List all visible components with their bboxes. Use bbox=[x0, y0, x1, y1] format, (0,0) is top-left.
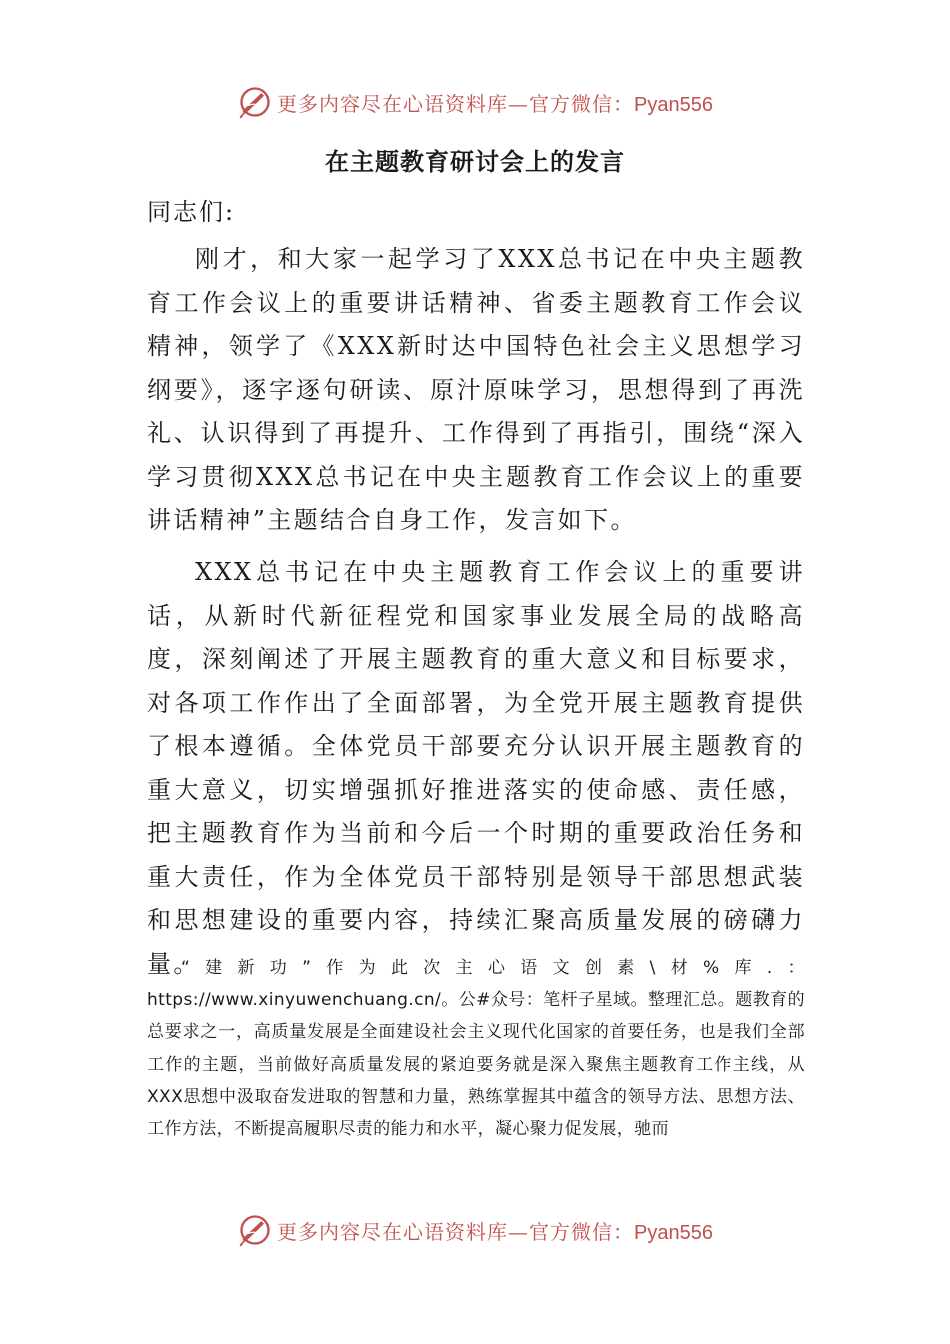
document-greeting: 同志们: bbox=[147, 198, 236, 226]
body-paragraph-1: 刚才，和大家一起学习了XXX总书记在中央主题教育工作会议上的重要讲话精神、省委主题教育工作会议精神，领学了《XXX新时达中国特色社会主义思想学习纲要》，逐字逐句研读、原汁原味学习，思想得到了再洗礼、认识得到了再提升、工作得到了再指引，围绕“深入学习贯彻XXX总书记在中央主题教育工作会议上的重要讲话精神”主题结合自身工作，发言如下。 bbox=[147, 245, 805, 534]
header-banner-wechat-id: Pyan556 bbox=[634, 93, 713, 116]
header-banner-cn: 更多内容尽在心语资料库—官方微信： bbox=[277, 91, 635, 116]
footer-banner bbox=[0, 1210, 950, 1250]
pen-logo-icon bbox=[237, 84, 273, 120]
body-paragraph-2: XXX总书记在中央主题教育工作会议上的重要讲话，从新时代新征程党和国家事业发展全局的战略高度，深刻阐述了开展主题教育的重大意义和目标要求，对各项工作作出了全面部署，为全党开展主题教育提供了根本遵循。全体党员干部要充分认识开展主题教育的重大意义，切实增强抓好推进落实的使命感、责任感，把主题教育作为当前和今后一个时期的重要政治任务和重大责任，作为全体党员干部特别是领导干部思想武装和思想建设的重要内容，持续汇聚高质量发展的磅礴力量。 bbox=[147, 558, 805, 978]
header-banner-content bbox=[237, 84, 713, 120]
header-banner-text bbox=[277, 88, 713, 117]
footer-banner-text bbox=[277, 1216, 713, 1245]
pen-logo-icon bbox=[237, 1212, 273, 1248]
document-title: 在主题教育研讨会上的发言 bbox=[325, 147, 625, 176]
header-banner bbox=[0, 82, 950, 122]
footer-banner-wechat-id: Pyan556 bbox=[634, 1221, 713, 1244]
footer-banner-cn: 更多内容尽在心语资料库—官方微信： bbox=[277, 1219, 635, 1244]
footer-banner-content bbox=[237, 1212, 713, 1248]
body-paragraph-small: “建新功”作为此次主心语文创素\材%库.：https://www.xinyuwenchuang.cn/。公#众号：笔杆子星域。整理汇总。题教育的总要求之一，高质量发展是全面建设社会主义现代化国家的首要任务，也是我们全部工作的主题，当前做好高质量发展的紧迫要务就是深入聚焦主题教育工作主线，从XXX思想中汲取奋发进取的智慧和力量，熟练掌握其中蕴含的领导方法、思想方法、工作方法，不断提高履职尽责的能力和水平，凝心聚力促发展，驰而 bbox=[147, 958, 805, 1140]
